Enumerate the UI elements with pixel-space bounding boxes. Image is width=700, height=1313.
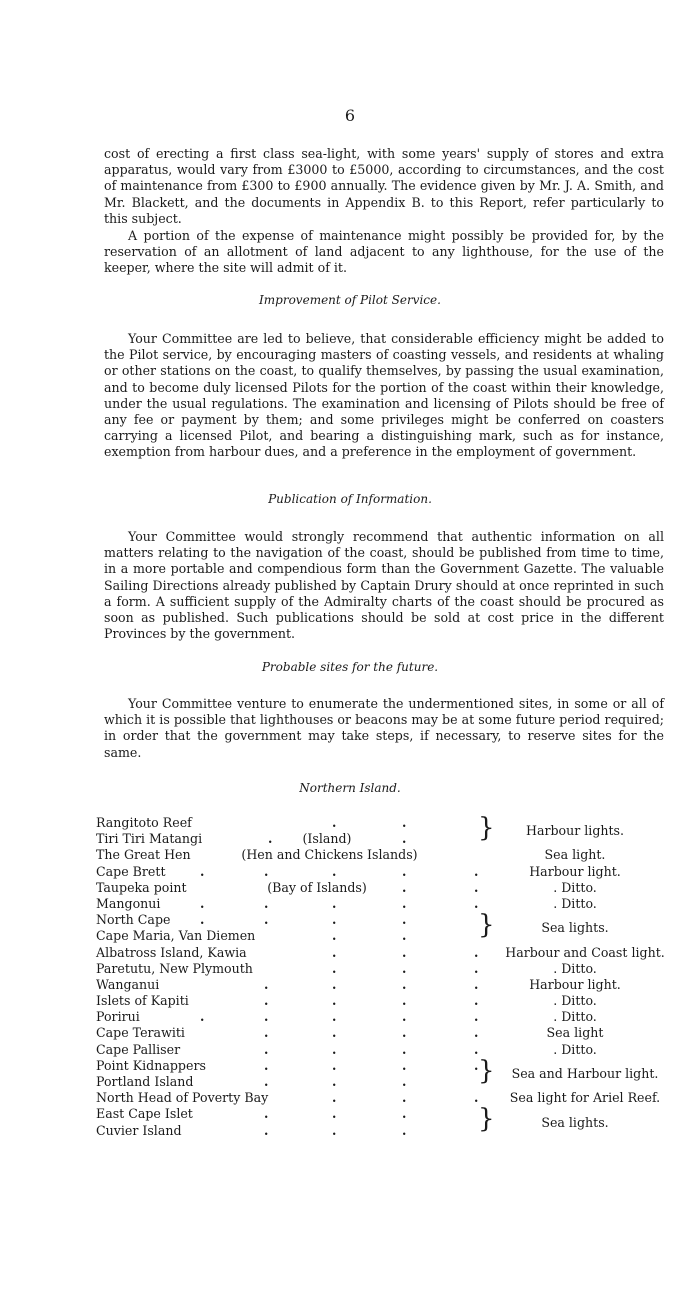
- site-light: . Ditto.: [553, 879, 597, 895]
- paragraph-publication: Your Committee would strongly recommend that authentic information on all matters relating to the navigation of the coast, should be published from time to time, in a more portable and compendious form than the Government Gazette. The valuable Sailing Directions already published by Captain Drury should at once reprinted in such a form. A sufficient supply of the Admiralty charts of the coast should be procured as soon as published. Such publications should be sold at cost price in the different Provinces by the government.: [104, 529, 664, 642]
- site-light: Sea light.: [544, 847, 606, 863]
- list-item: East Cape Islet . . . }: [96, 1104, 495, 1135]
- site-name: Porirui: [96, 1009, 140, 1025]
- list-item: North Head of Poverty Bay . . . Sea light for Ariel Reef.: [96, 1090, 676, 1106]
- list-item: Albatross Island, Kawia . . . Harbour and Coast light.: [96, 945, 676, 961]
- site-light: Sea light: [546, 1025, 604, 1041]
- site-light: . Ditto.: [553, 1009, 597, 1025]
- site-name: Cape Terawiti: [96, 1025, 185, 1041]
- site-light: Harbour and Coast light.: [505, 944, 665, 960]
- site-light: Sea and Harbour light.: [511, 1066, 659, 1081]
- site-name: Paretutu, New Plymouth: [96, 960, 253, 976]
- list-item: Rangitoto Reef . . }: [96, 813, 495, 843]
- site-name: Mangonui: [96, 895, 161, 911]
- list-item: Portland Island . . . Sea and Harbour light.: [96, 1074, 676, 1090]
- brace-icon: }: [478, 813, 495, 843]
- site-note: (Island): [302, 831, 352, 847]
- list-item: Cuvier Island . . . Sea lights.: [96, 1123, 676, 1139]
- list-item: Tiri Tiri Matangi . (Island) . Harbour lights.: [96, 831, 676, 847]
- site-light: Harbour light.: [529, 976, 621, 992]
- list-item: North Cape . . . . }: [96, 910, 495, 941]
- site-name: Point Kidnappers: [96, 1057, 206, 1073]
- site-name: Albatross Island, Kawia: [96, 944, 247, 960]
- site-light: . Ditto.: [553, 993, 597, 1009]
- heading-probable-sites: Probable sites for the future.: [261, 660, 439, 674]
- site-name: Tiri Tiri Matangi: [96, 831, 203, 847]
- site-name: Islets of Kapiti: [96, 993, 189, 1009]
- paragraph-sites: Your Committee venture to enumerate the undermentioned sites, in some or all of which it is possible that lighthouses or beacons may be at some future period required; in order that the government may take steps, if necessary, to reserve sites for the same.: [104, 696, 664, 760]
- site-name: North Cape: [96, 912, 171, 928]
- site-name: Wanganui: [96, 976, 160, 992]
- site-name: Cape Maria, Van Diemen: [96, 928, 256, 944]
- heading-northern-island: Northern Island.: [299, 781, 401, 795]
- list-item: Porirui . . . . . . Ditto.: [96, 1009, 676, 1025]
- site-name: East Cape Islet: [96, 1106, 193, 1122]
- brace-icon: }: [478, 1055, 495, 1086]
- paragraph-pilot: Your Committee are led to believe, that considerable efficiency might be added to the Pilot service, by encouraging masters of coasting vessels, and residents at whaling or other stations on the coast, to qualify themselves, by passing the usual examination, and to become duly licensed Pilots for the portion of the coast within their knowledge, under the usual regulations. The examination and licensing of Pilots should be free of any fee or payment by them; and some privileges might be conferred on coasters carrying a licensed Pilot, and bearing a distinguishing mark, such as for instance, exemption from harbour dues, and a preference in the employment of government.: [104, 331, 664, 460]
- list-item: Wanganui . . . . Harbour light.: [96, 977, 676, 993]
- site-name: Taupeka point: [96, 879, 187, 895]
- list-item: Taupeka point (Bay of Islands) . . . Ditto.: [96, 880, 676, 896]
- site-name: Portland Island: [96, 1074, 194, 1089]
- list-item: [96, 847, 676, 863]
- heading-publication: Publication of Information.: [268, 492, 432, 506]
- site-name: The Great Hen: [96, 847, 191, 863]
- site-light: Sea lights.: [541, 1114, 609, 1130]
- list-item: Cape Terawiti . . . . Sea light: [96, 1025, 676, 1041]
- site-light: . Ditto.: [553, 960, 597, 976]
- site-light: . Ditto.: [553, 1041, 597, 1057]
- list-item: Cape Maria, Van Diemen . . Sea lights.: [96, 928, 676, 944]
- sites-list: [96, 815, 676, 1139]
- list-item: Paretutu, New Plymouth . . . . Ditto.: [96, 961, 676, 977]
- site-name: Cuvier Island: [96, 1122, 182, 1138]
- list-item: Islets of Kapiti . . . . . Ditto.: [96, 993, 676, 1009]
- heading-pilot-service: Improvement of Pilot Service.: [259, 293, 441, 307]
- site-name: North Head of Poverty Bay: [96, 1090, 269, 1106]
- site-name: Rangitoto Reef: [96, 815, 192, 830]
- site-note: (Hen and Chickens Islands): [241, 847, 418, 863]
- site-light: . Ditto.: [553, 895, 597, 911]
- list-item: Cape Palliser . . . . . Ditto.: [96, 1042, 676, 1058]
- page-number: 6: [344, 106, 356, 125]
- site-name: Cape Brett: [96, 863, 166, 879]
- paragraph-cost: cost of erecting a first class sea-light, with some years' supply of stores and extra apparatus, would vary from £3000 to £5000, according to circumstances, and the cost of maintenance from £300 to £900 annually. The evidence given by Mr. J. A. Smith, and Mr. Blackett, and the documents in Appendix B. to this Report, refer particularly to this subject.: [104, 146, 664, 226]
- site-light: Harbour light.: [529, 863, 621, 879]
- paragraph-maintenance: A portion of the expense of maintenance might possibly be provided for, by the reservation of an allotment of land adjacent to any lighthouse, for the use of the keeper, where the site will admit of it.: [104, 228, 664, 276]
- list-item: Cape Brett . . . . . Harbour light.: [96, 864, 676, 880]
- list-item: Point Kidnappers . . . . }: [96, 1055, 495, 1086]
- brace-icon: }: [478, 1104, 495, 1135]
- list-item: Mangonui . . . . . . Ditto.: [96, 896, 676, 912]
- site-note: (Bay of Islands): [267, 879, 367, 895]
- site-light: Sea light for Ariel Reef.: [509, 1090, 661, 1106]
- site-light: Harbour lights.: [525, 823, 625, 839]
- site-light: Sea lights.: [541, 920, 609, 936]
- site-name: Cape Palliser: [96, 1041, 181, 1057]
- brace-icon: }: [478, 910, 495, 941]
